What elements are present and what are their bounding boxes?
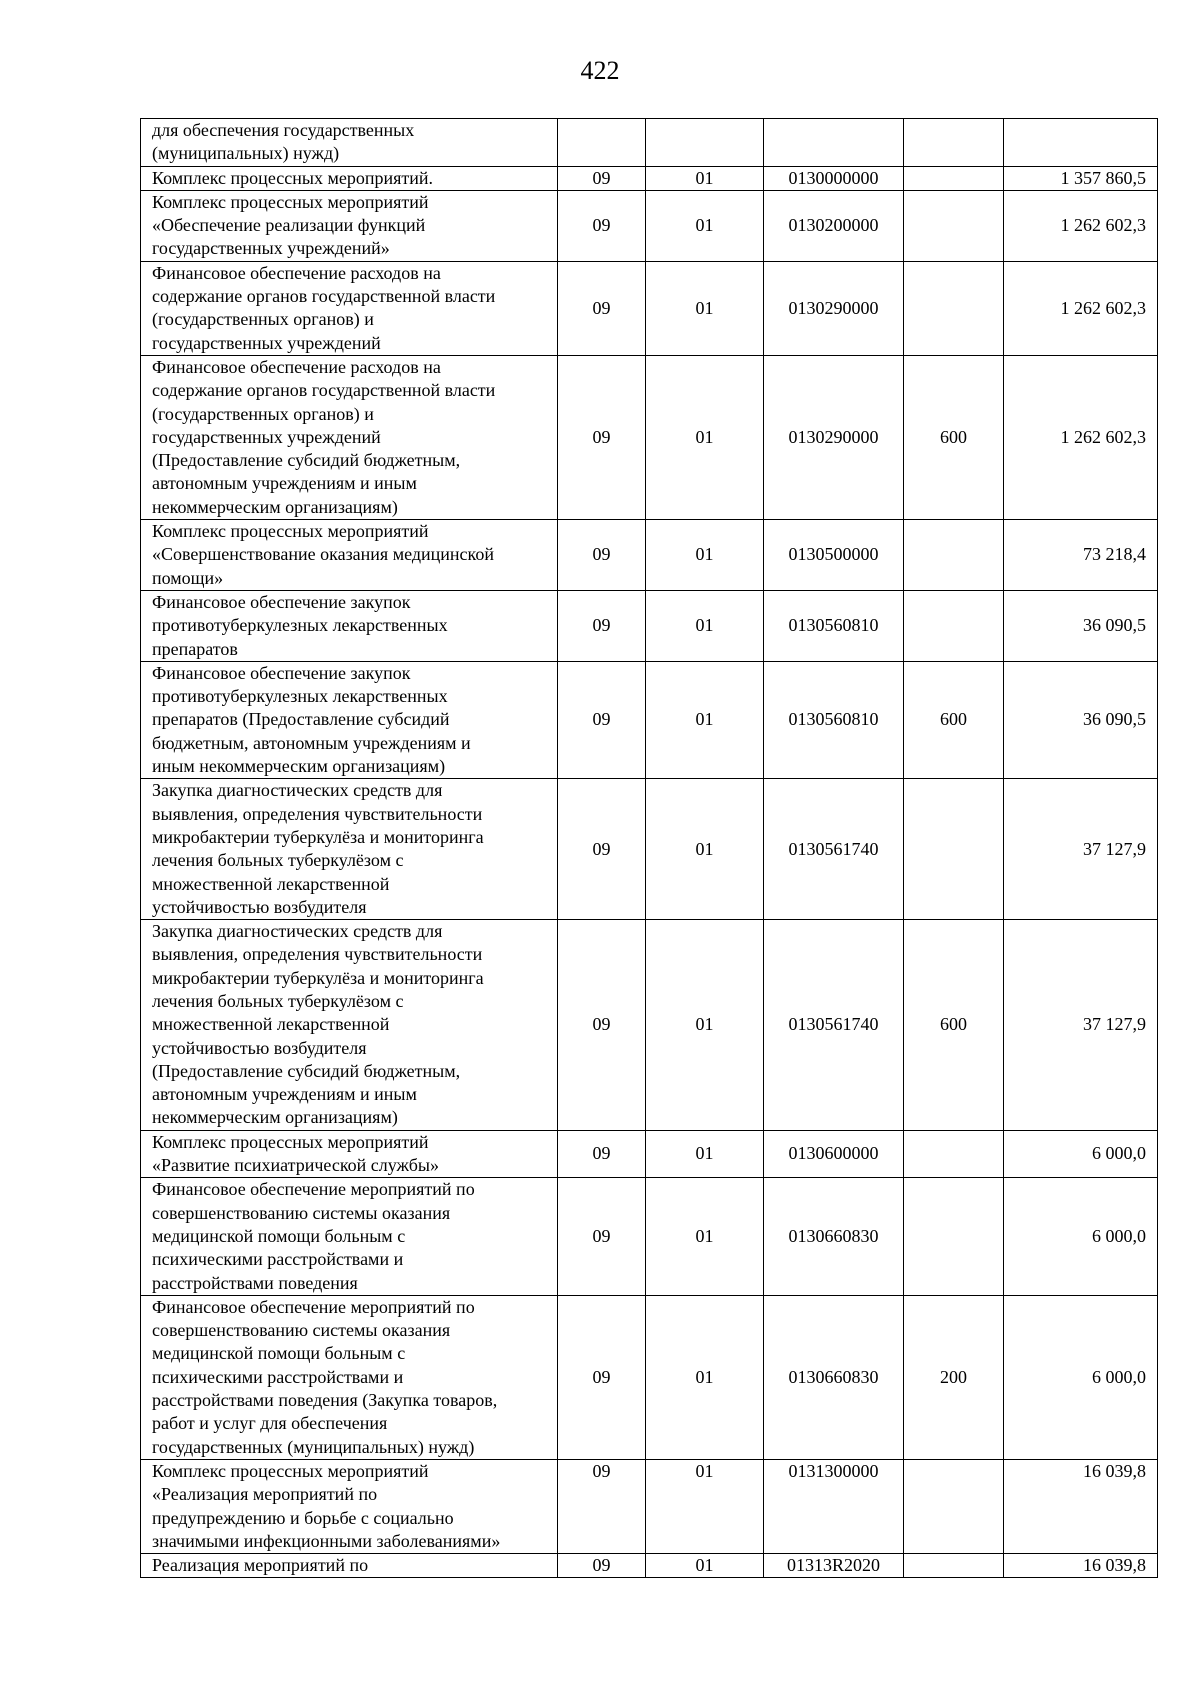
row-subsection: 01 <box>646 261 764 355</box>
row-amount: 36 090,5 <box>1004 661 1158 778</box>
row-subsection: 01 <box>646 1459 764 1553</box>
row-subsection: 01 <box>646 355 764 519</box>
table-row <box>141 661 1158 778</box>
row-amount: 37 127,9 <box>1004 920 1158 1131</box>
table-row <box>141 1554 1158 1578</box>
row-name: Закупка диагностических средств для выявления, определения чувствительности микробактерии туберкулёза и мониторинга лечения больных туберкулёзом с множественной лекарственной устойчивостью возбудителя (Предоставление субсидий бюджетным, автономным учреждениям и иным некоммерческим организациям) <box>141 920 558 1131</box>
table-row <box>141 779 1158 920</box>
page-number: 422 <box>580 56 620 85</box>
table-row <box>141 520 1158 591</box>
row-section: 09 <box>558 1459 646 1553</box>
row-expense-type: 600 <box>904 920 1004 1131</box>
row-target-code: 0131300000 <box>764 1459 904 1553</box>
row-target-code <box>764 119 904 167</box>
table-row <box>141 1459 1158 1553</box>
row-expense-type <box>904 1554 1004 1578</box>
row-expense-type <box>904 520 1004 591</box>
row-section: 09 <box>558 1295 646 1459</box>
row-name: Финансовое обеспечение расходов на содержание органов государственной власти (государственных органов) и государственных учреждений <box>141 261 558 355</box>
row-name: Комплекс процессных мероприятий «Совершенствование оказания медицинской помощи» <box>141 520 558 591</box>
row-name: Финансовое обеспечение мероприятий по совершенствованию системы оказания медицинской помощи больным с психическими расстройствами и расстройствами поведения (Закупка товаров, работ и услуг для обеспечения государственных (муниципальных) нужд) <box>141 1295 558 1459</box>
row-name: Комплекс процессных мероприятий. <box>141 166 558 190</box>
table-row <box>141 1295 1158 1459</box>
row-amount: 1 262 602,3 <box>1004 355 1158 519</box>
budget-table <box>140 118 1158 1578</box>
row-name: Финансовое обеспечение мероприятий по совершенствованию системы оказания медицинской помощи больным с психическими расстройствами и расстройствами поведения <box>141 1178 558 1295</box>
row-subsection: 01 <box>646 779 764 920</box>
row-section: 09 <box>558 261 646 355</box>
row-name: Финансовое обеспечение расходов на содержание органов государственной власти (государственных органов) и государственных учреждений (Предоставление субсидий бюджетным, автономным учреждениям и иным некоммерческим организациям) <box>141 355 558 519</box>
budget-table-body <box>141 119 1158 1578</box>
row-expense-type: 200 <box>904 1295 1004 1459</box>
row-amount: 1 262 602,3 <box>1004 190 1158 261</box>
row-section: 09 <box>558 920 646 1131</box>
row-subsection: 01 <box>646 661 764 778</box>
row-amount: 73 218,4 <box>1004 520 1158 591</box>
table-row <box>141 119 1158 167</box>
row-amount: 6 000,0 <box>1004 1178 1158 1295</box>
row-amount: 6 000,0 <box>1004 1130 1158 1178</box>
row-target-code: 0130200000 <box>764 190 904 261</box>
table-row <box>141 1178 1158 1295</box>
row-expense-type: 600 <box>904 355 1004 519</box>
row-expense-type <box>904 190 1004 261</box>
row-subsection: 01 <box>646 1178 764 1295</box>
table-row <box>141 190 1158 261</box>
row-target-code: 0130600000 <box>764 1130 904 1178</box>
row-expense-type: 600 <box>904 661 1004 778</box>
row-subsection: 01 <box>646 520 764 591</box>
row-name: Закупка диагностических средств для выявления, определения чувствительности микробактерии туберкулёза и мониторинга лечения больных туберкулёзом с множественной лекарственной устойчивостью возбудителя <box>141 779 558 920</box>
row-expense-type <box>904 119 1004 167</box>
row-subsection: 01 <box>646 1130 764 1178</box>
row-subsection: 01 <box>646 190 764 261</box>
row-name: для обеспечения государственных (муниципальных) нужд) <box>141 119 558 167</box>
row-section: 09 <box>558 661 646 778</box>
row-section <box>558 119 646 167</box>
row-amount: 16 039,8 <box>1004 1554 1158 1578</box>
row-target-code: 0130290000 <box>764 355 904 519</box>
row-subsection: 01 <box>646 590 764 661</box>
row-expense-type <box>904 1178 1004 1295</box>
row-expense-type <box>904 1130 1004 1178</box>
row-amount <box>1004 119 1158 167</box>
row-amount: 6 000,0 <box>1004 1295 1158 1459</box>
row-expense-type <box>904 1459 1004 1553</box>
row-target-code: 0130560810 <box>764 590 904 661</box>
table-row <box>141 261 1158 355</box>
row-subsection <box>646 119 764 167</box>
row-expense-type <box>904 779 1004 920</box>
row-expense-type <box>904 166 1004 190</box>
row-name: Комплекс процессных мероприятий «Обеспечение реализации функций государственных учреждений» <box>141 190 558 261</box>
row-target-code: 0130560810 <box>764 661 904 778</box>
row-section: 09 <box>558 166 646 190</box>
row-name: Финансовое обеспечение закупок противотуберкулезных лекарственных препаратов (Предоставление субсидий бюджетным, автономным учреждениям и иным некоммерческим организациям) <box>141 661 558 778</box>
row-target-code: 0130660830 <box>764 1295 904 1459</box>
row-subsection: 01 <box>646 166 764 190</box>
row-section: 09 <box>558 1554 646 1578</box>
row-subsection: 01 <box>646 1295 764 1459</box>
row-section: 09 <box>558 1178 646 1295</box>
row-target-code: 0130660830 <box>764 1178 904 1295</box>
row-section: 09 <box>558 355 646 519</box>
table-row <box>141 920 1158 1131</box>
row-amount: 1 262 602,3 <box>1004 261 1158 355</box>
row-name: Реализация мероприятий по <box>141 1554 558 1578</box>
row-target-code: 0130561740 <box>764 920 904 1131</box>
row-target-code: 0130500000 <box>764 520 904 591</box>
table-row <box>141 355 1158 519</box>
row-amount: 1 357 860,5 <box>1004 166 1158 190</box>
row-name: Комплекс процессных мероприятий «Развитие психиатрической службы» <box>141 1130 558 1178</box>
row-section: 09 <box>558 190 646 261</box>
table-row <box>141 1130 1158 1178</box>
table-row <box>141 590 1158 661</box>
row-subsection: 01 <box>646 1554 764 1578</box>
row-target-code: 0130290000 <box>764 261 904 355</box>
row-section: 09 <box>558 779 646 920</box>
row-name: Финансовое обеспечение закупок противотуберкулезных лекарственных препаратов <box>141 590 558 661</box>
row-section: 09 <box>558 1130 646 1178</box>
row-section: 09 <box>558 590 646 661</box>
row-amount: 36 090,5 <box>1004 590 1158 661</box>
row-target-code: 01313R2020 <box>764 1554 904 1578</box>
row-target-code: 0130561740 <box>764 779 904 920</box>
row-target-code: 0130000000 <box>764 166 904 190</box>
row-subsection: 01 <box>646 920 764 1131</box>
row-amount: 16 039,8 <box>1004 1459 1158 1553</box>
row-expense-type <box>904 261 1004 355</box>
row-name: Комплекс процессных мероприятий «Реализация мероприятий по предупреждению и борьбе с социально значимыми инфекционными заболеваниями» <box>141 1459 558 1553</box>
row-section: 09 <box>558 520 646 591</box>
row-expense-type <box>904 590 1004 661</box>
row-amount: 37 127,9 <box>1004 779 1158 920</box>
table-row <box>141 166 1158 190</box>
